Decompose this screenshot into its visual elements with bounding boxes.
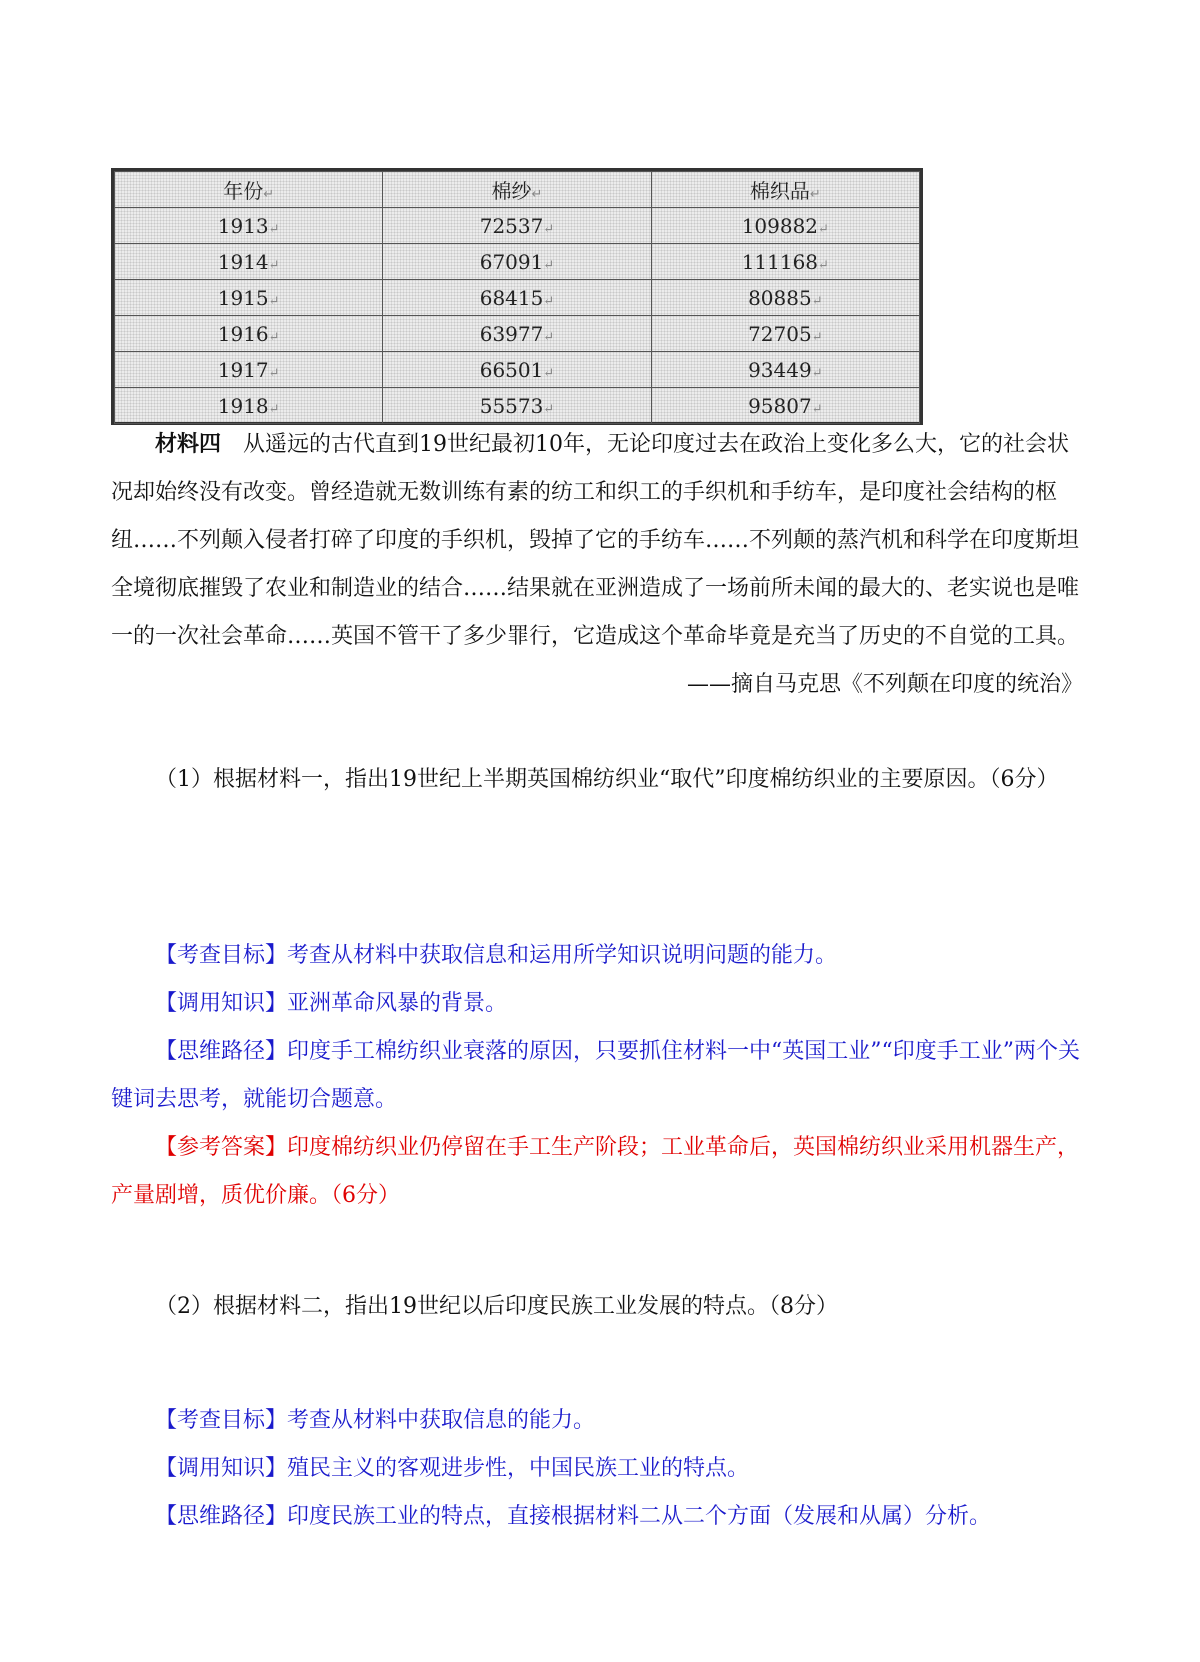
q1-knowledge: 【调用知识】亚洲革命风暴的背景。	[155, 991, 508, 1016]
question-two	[111, 1283, 1091, 1331]
table-row	[115, 208, 920, 244]
table-cell: 72705↵	[651, 316, 919, 352]
table-header-row	[115, 172, 920, 208]
question-two-analysis	[111, 1397, 1091, 1541]
table-cell: 1918↵	[115, 388, 383, 424]
material-four-section	[111, 420, 1091, 709]
question-one-text: （1）根据材料一，指出19世纪上半期英国棉纺织业“取代”印度棉纺织业的主要原因。（6分）	[155, 767, 1059, 792]
production-table-image	[111, 168, 923, 425]
table-cell: 67091↵	[383, 244, 651, 280]
material-four-paragraph	[111, 420, 1091, 661]
table-cell: 66501↵	[383, 352, 651, 388]
question-one	[111, 756, 1091, 804]
table-cell: 55573↵	[383, 388, 651, 424]
q2-path: 【思维路径】印度民族工业的特点，直接根据材料二从二个方面（发展和从属）分析。	[155, 1504, 992, 1529]
q1-path: 【思维路径】印度手工棉纺织业衰落的原因，只要抓住材料一中“英国工业”“印度手工业”两个关键词去思考，就能切合题意。	[111, 1039, 1081, 1112]
header-year: 年份↵	[115, 172, 383, 208]
table-cell: 72537↵	[383, 208, 651, 244]
table-cell: 93449↵	[651, 352, 919, 388]
table-cell: 111168↵	[651, 244, 919, 280]
table-cell: 1915↵	[115, 280, 383, 316]
material-four-label: 材料四	[155, 431, 222, 457]
material-four-text: 从遥远的古代直到19世纪最初10年，无论印度过去在政治上变化多么大，它的社会状况却始终没有改变。曾经造就无数训练有素的纺工和织工的手织机和手纺车，是印度社会结构的枢纽……不列颠入侵者打碎了印度的手织机，毁掉了它的手纺车……不列颠的蒸汽机和科学在印度斯坦全境彻底摧毁了农业和制造业的结合……结果就在亚洲造成了一场前所未闻的最大的、老实说也是唯一的一次社会革命……英国不管干了多少罪行，它造成这个革命毕竟是充当了历史的不自觉的工具。	[111, 432, 1080, 649]
question-one-analysis	[111, 932, 1091, 1220]
table-cell: 63977↵	[383, 316, 651, 352]
table-cell: 1914↵	[115, 244, 383, 280]
header-cotton-yarn: 棉纱↵	[383, 172, 651, 208]
table-row	[115, 280, 920, 316]
table-row	[115, 244, 920, 280]
table-cell: 1917↵	[115, 352, 383, 388]
production-table	[114, 171, 920, 424]
table-cell: 1913↵	[115, 208, 383, 244]
table-cell: 1916↵	[115, 316, 383, 352]
table-cell: 109882↵	[651, 208, 919, 244]
table-row	[115, 316, 920, 352]
table-row	[115, 352, 920, 388]
header-cotton-cloth: 棉织品↵	[651, 172, 919, 208]
q1-answer: 【参考答案】印度棉纺织业仍停留在手工生产阶段；工业革命后，英国棉纺织业采用机器生产，产量剧增，质优价廉。（6分）	[111, 1135, 1080, 1208]
table-cell: 68415↵	[383, 280, 651, 316]
table-cell: 95807↵	[651, 388, 919, 424]
question-two-text: （2）根据材料二，指出19世纪以后印度民族工业发展的特点。（8分）	[155, 1294, 838, 1319]
table-row	[115, 388, 920, 424]
q2-knowledge: 【调用知识】殖民主义的客观进步性，中国民族工业的特点。	[155, 1456, 750, 1481]
q1-goal: 【考查目标】考查从材料中获取信息和运用所学知识说明问题的能力。	[155, 943, 838, 968]
q2-goal: 【考查目标】考查从材料中获取信息的能力。	[155, 1408, 596, 1433]
material-four-source: ——摘自马克思《不列颠在印度的统治》	[686, 672, 1083, 697]
table-body	[115, 208, 920, 424]
table-cell: 80885↵	[651, 280, 919, 316]
